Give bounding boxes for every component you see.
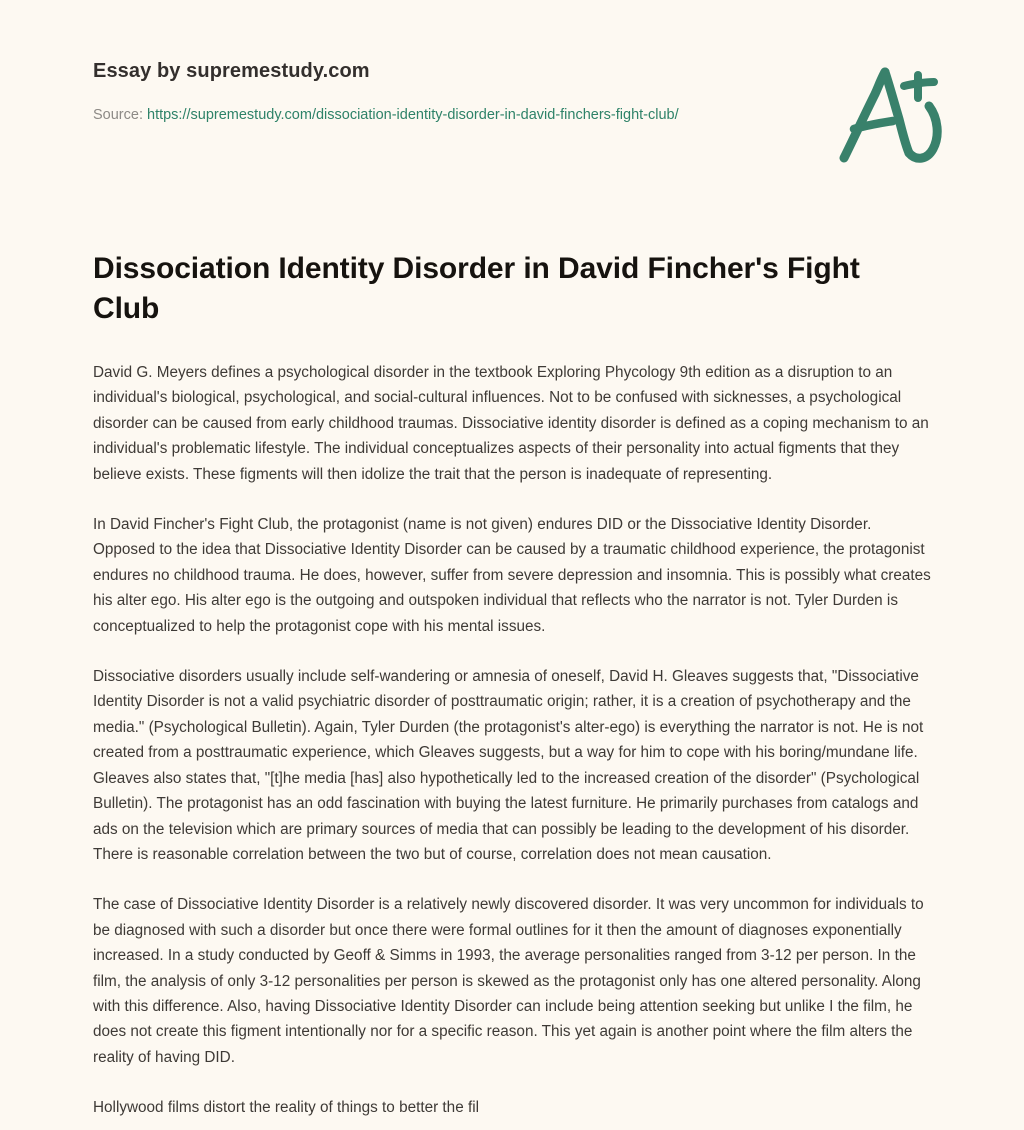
article bbox=[0, 249, 1024, 1121]
article-title: Dissociation Identity Disorder in David Fincher's Fight Club bbox=[93, 252, 860, 325]
a-plus-logo bbox=[830, 58, 946, 176]
source-line bbox=[93, 102, 733, 128]
a-plus-logo-icon bbox=[830, 58, 946, 176]
article-paragraph: Dissociative disorders usually include self-wandering or amnesia of oneself, David H. Gleaves suggests that, "Dissociative Identity Disorder is not a valid psychiatric disorder of posttraumatic origin; rather, it is a creation of psychotherapy and the media." (Psychological Bulletin). Again, Tyler Durden (the protagonist's alter-ego) is everything the narrator is not. He is not created from a posttraumatic experience, which Gleaves suggests, but a way for him to cope with his boring/mundane life. Gleaves also states that, "[t]he media [has] also hypothetically led to the increased creation of the disorder" (Psychological Bulletin). The protagonist has an odd fascination with buying the latest furniture. He primarily purchases from catalogs and ads on the television which are primary sources of media that can possibly be leading to the development of his disorder. There is reasonable correlation between the two but of course, correlation does not mean causation. bbox=[93, 668, 924, 863]
page-header bbox=[0, 0, 1024, 160]
source-url-link[interactable]: https://supremestudy.com/dissociation-identity-disorder-in-david-finchers-fight-club/ bbox=[147, 107, 679, 123]
essay-byline: Essay by supremestudy.com bbox=[93, 60, 370, 82]
source-label: Source: bbox=[93, 107, 147, 123]
article-paragraph: The case of Dissociative Identity Disorder is a relatively newly discovered disorder. It was very uncommon for individuals to be diagnosed with such a disorder but once there were formal outlines for it then the amount of diagnoses exponentially increased. In a study conducted by Geoff & Simms in 1993, the average personalities ranged from 3-12 per person. In the film, the analysis of only 3-12 personalities per person is skewed as the protagonist only has one altered personality. Along with this difference. Also, having Dissociative Identity Disorder can include being attention seeking but unlike I the film, he does not create this figment intentionally nor for a specific reason. This yet again is another point where the film alters the reality of having DID. bbox=[93, 896, 924, 1066]
article-paragraph: Hollywood films distort the reality of things to better the fil bbox=[93, 1099, 479, 1117]
article-paragraph: In David Fincher's Fight Club, the protagonist (name is not given) endures DID or the Dissociative Identity Disorder. Opposed to the idea that Dissociative Identity Disorder can be caused by a traumatic childhood experience, the protagonist endures no childhood trauma. He does, however, suffer from severe depression and insomnia. This is possibly what creates his alter ego. His alter ego is the outgoing and outspoken individual that reflects who the narrator is not. Tyler Durden is conceptualized to help the protagonist cope with his mental issues. bbox=[93, 516, 931, 635]
article-body bbox=[93, 360, 931, 1121]
article-paragraph: David G. Meyers defines a psychological disorder in the textbook Exploring Phycology 9th edition as a disruption to an individual's biological, psychological, and social-cultural influences. Not to be confused with sicknesses, a psychological disorder can be caused from early childhood traumas. Dissociative identity disorder is defined as a coping mechanism to an individual's problematic lifestyle. The individual conceptualizes aspects of their personality into actual figments that they believe exists. These figments will then idolize the trait that the person is inadequate of representing. bbox=[93, 364, 929, 483]
